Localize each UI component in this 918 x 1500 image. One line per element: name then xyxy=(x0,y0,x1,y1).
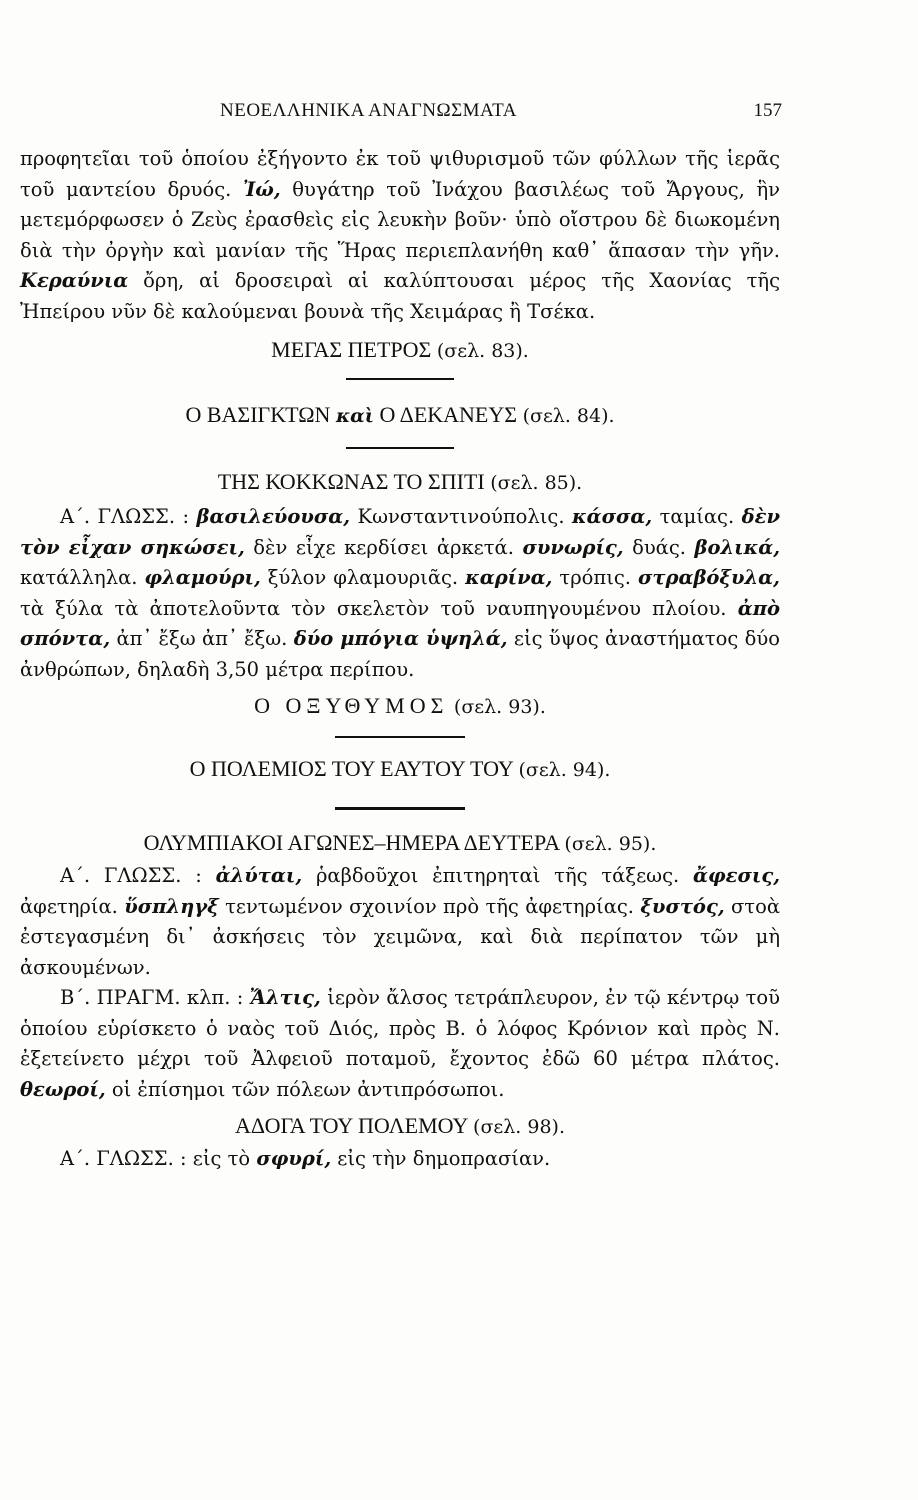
text: τρόπις. xyxy=(552,566,638,589)
page-ref: (σελ. 94). xyxy=(518,759,611,781)
text: Κωνσταντινούπολις. xyxy=(350,505,572,528)
text: ξύλον φλαμουριᾶς. xyxy=(260,566,466,589)
page-ref: (σελ. 93). xyxy=(453,696,546,718)
title-text: Ο ΠΟΛΕΜΙΟΣ ΤΟΥ ΕΑΥΤΟΥ ΤΟΥ xyxy=(189,756,513,781)
term: ἄφεσις, xyxy=(693,864,780,887)
text: τεντωμένον σχοινίον πρὸ τῆς ἀφετηρίας. xyxy=(218,894,641,918)
gloss-kokkonas xyxy=(20,502,780,685)
title-text: ΜΕΓΑΣ ΠΕΤΡΟΣ xyxy=(271,337,432,362)
gloss-label: Β΄. ΠΡΑΓΜ. κλπ. : xyxy=(60,986,250,1009)
gloss-adoga xyxy=(20,1144,780,1175)
text: εἰς τὸ xyxy=(192,1147,257,1170)
text: οἱ ἐπίσημοι τῶν πόλεων ἀντιπρόσωποι. xyxy=(105,1077,505,1101)
term: σφυρί, xyxy=(256,1147,332,1170)
text: ἱερὸν ἄλσος τετράπλευρον, ἐν τῷ κέντρῳ τοῦ ὁποίου εὑρίσκετο ὁ ναὸς τοῦ Διός, πρὸς Β. ὁ λόφος Κρόνιον καὶ πρὸς Ν. ἐξετείνετο μέχρι τοῦ Ἀλφειοῦ ποταμοῦ, ἔχοντος ἐδῶ 60 μέτρα πλάτος. xyxy=(20,986,780,1070)
text: δὲν εἶχε κερδίσει ἀρκετά. xyxy=(244,535,523,559)
term: Ἄλτις, xyxy=(249,986,321,1009)
page-ref: (σελ. 95). xyxy=(564,833,657,855)
text: ταμίας. xyxy=(652,505,742,528)
term: βολικά, xyxy=(694,535,780,559)
term: βασιλεύουσα, xyxy=(196,505,351,528)
term: στραβόξυλα, xyxy=(638,566,780,589)
term: καρίνα, xyxy=(465,566,553,589)
conjunction: καὶ xyxy=(335,405,374,427)
section-title-megas-petros xyxy=(20,333,780,368)
gloss-label: Α΄. ΓΛΩΣΣ. : xyxy=(60,505,197,528)
term: φλαμούρι, xyxy=(144,566,261,589)
term: ἀπὸ σπόντα, xyxy=(20,596,780,650)
running-title: ΝΕΟΕΛΛΗΝΙΚΑ ΑΝΑΓΝΩΣΜΑΤΑ xyxy=(220,100,517,121)
title-text: Ο ΟΞΥΘΥΜΟΣ xyxy=(254,693,449,718)
section-divider xyxy=(335,807,465,810)
text: κατάλληλα. xyxy=(20,566,145,589)
page-ref: (σελ. 85). xyxy=(490,472,583,494)
gloss-olympiakoi-language xyxy=(20,861,780,983)
text: προφητεῖαι τοῦ ὁποίου ἐξήγοντο ἐκ τοῦ ψιθυρισμοῦ τῶν φύλλων τῆς ἱερᾶς τοῦ μαντείου δρυός. xyxy=(20,147,780,201)
page-ref: (σελ. 83). xyxy=(436,340,529,362)
text: τὰ ξύλα τὰ ἀποτελοῦντα τὸν σκελετὸν τοῦ ναυπηγουμένου πλοίου. xyxy=(20,596,738,620)
term: ὕσπληγξ xyxy=(124,894,219,918)
text: ἀπ᾿ ἔξω ἀπ᾿ ἔξω. xyxy=(110,627,294,650)
text: θυγάτηρ τοῦ Ἰνάχου βασιλέως τοῦ Ἄργους, ἣν μετεμόρφωσεν ὁ Ζεὺς ἐρασθεὶς εἰς λευκὴν βοῦν· ὑπὸ οἴστρου δὲ διωκομένη διὰ τὴν ὀργὴν καὶ μανίαν τῆς Ἥρας περιεπλανήθη καθ᾿ ἅπασαν τὴν γῆν. xyxy=(20,177,780,262)
text: δυάς. xyxy=(623,535,695,559)
section-title-adoga xyxy=(20,1109,780,1144)
page-ref: (σελ. 84). xyxy=(522,405,615,427)
term: θεωροί, xyxy=(20,1077,106,1101)
term: δὲν τὸν εἶχαν σηκώσει, xyxy=(20,505,781,559)
title-text: Ο ΒΑΣΙΓΚΤΩΝ xyxy=(185,402,331,427)
section-divider xyxy=(335,736,465,738)
term: συνωρίς, xyxy=(522,535,624,559)
term: ἀλύται, xyxy=(215,864,303,887)
term: ξυστός, xyxy=(640,894,725,918)
term: Ἰώ, xyxy=(242,177,281,201)
text: εἰς ὕψος ἀναστήματος δύο ἀνθρώπων, δηλαδὴ 3,50 μέτρα περίπου. xyxy=(20,627,780,681)
gloss-label: Α΄. ΓΛΩΣΣ. : xyxy=(60,1147,193,1170)
term: κάσσα, xyxy=(571,505,653,528)
section-title-olympiakoi xyxy=(20,826,780,861)
page-ref: (σελ. 98). xyxy=(473,1116,566,1138)
title-text: ΤΗΣ ΚΟΚΚΩΝΑΣ ΤΟ ΣΠΙΤΙ xyxy=(217,469,485,494)
running-head xyxy=(20,100,780,132)
section-title-oxythymos xyxy=(20,689,780,724)
term: δύο μπόγια ὑψηλά, xyxy=(293,627,508,650)
text: στοὰ ἐστεγασμένη δι᾿ ἀσκήσεις τὸν χειμῶνα, καὶ διὰ περίπατον τῶν μὴ ἀσκουμένων. xyxy=(20,894,780,979)
section-title-kokkonas xyxy=(20,465,780,500)
gloss-label: Α΄. ΓΛΩΣΣ. : xyxy=(60,864,216,887)
text: εἰς τὴν δημοπρασίαν. xyxy=(331,1147,551,1170)
term: Κεραύνια xyxy=(20,269,129,292)
gloss-olympiakoi-facts xyxy=(20,983,780,1105)
text: ὄρη, αἱ δροσειραὶ αἱ καλύπτουσαι μέρος τῆς Χαονίας τῆς Ἠπείρου νῦν δὲ καλούμεναι βουνὰ τῆς Χειμάρας ἢ Τσέκα. xyxy=(20,269,780,323)
text: ἀφετηρία. xyxy=(20,894,125,918)
section-divider xyxy=(346,378,454,380)
title-text: ΑΔΟΓΑ ΤΟΥ ΠΟΛΕΜΟΥ xyxy=(234,1113,468,1138)
book-page xyxy=(20,100,780,1175)
page-number: 157 xyxy=(753,100,782,121)
section-title-polemios xyxy=(20,752,780,787)
paragraph-dodona-notes xyxy=(20,144,780,327)
title-text: Ο ΔΕΚΑΝΕΥΣ xyxy=(379,402,518,427)
section-title-vasigkton xyxy=(20,398,780,433)
section-divider xyxy=(346,447,454,449)
text: ῥαβδοῦχοι ἐπιτηρηταὶ τῆς τάξεως. xyxy=(302,864,694,887)
title-text: ΟΛΥΜΠΙΑΚΟΙ ΑΓΩΝΕΣ–ΗΜΕΡΑ ΔΕΥΤΕΡΑ xyxy=(143,830,559,855)
